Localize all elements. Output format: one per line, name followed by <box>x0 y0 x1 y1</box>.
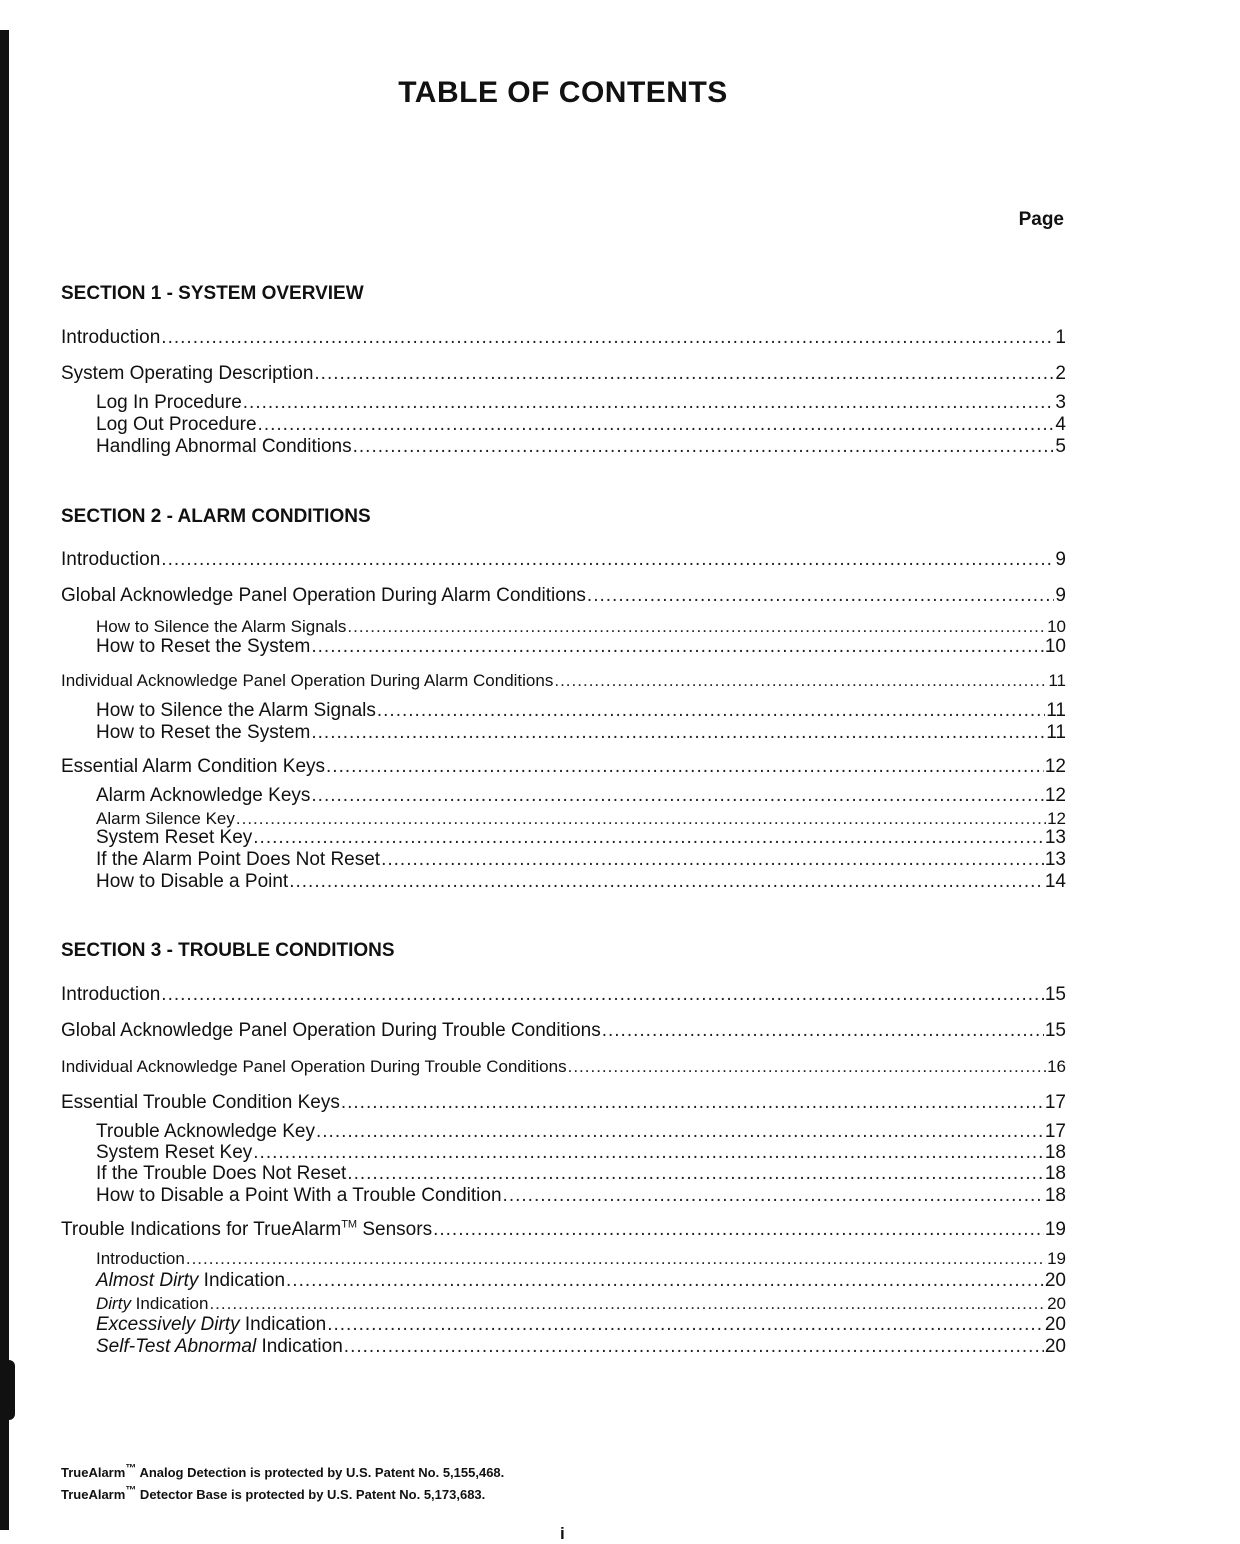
toc-subentry[interactable]: System Reset Key ..... 13 <box>96 827 1066 849</box>
toc-subentry[interactable]: If the Trouble Does Not Reset ..... 18 <box>96 1163 1066 1185</box>
toc-subentry[interactable]: System Reset Key ..... 18 <box>96 1142 1066 1164</box>
toc-entry[interactable]: Global Acknowledge Panel Operation During Alarm Conditions ..... 9 <box>61 585 1066 607</box>
toc-subentry[interactable]: How to Disable a Point With a Trouble Condition ..... 18 <box>96 1185 1066 1207</box>
scan-edge-mark <box>9 1360 15 1420</box>
section-3-heading: SECTION 3 - TROUBLE CONDITIONS <box>61 940 395 961</box>
toc-entry[interactable]: Trouble Indications for TrueAlarm™ Sensors ..... 19 <box>61 1219 1066 1241</box>
page-number: i <box>560 1524 565 1543</box>
scan-edge <box>0 30 9 1530</box>
toc-entry[interactable]: Essential Alarm Condition Keys ..... 12 <box>61 756 1066 778</box>
toc-entry[interactable]: Essential Trouble Condition Keys ..... 17 <box>61 1092 1066 1114</box>
toc-subentry[interactable]: How to Reset the System ..... 10 <box>96 636 1066 658</box>
section-2-heading: SECTION 2 - ALARM CONDITIONS <box>61 506 371 527</box>
toc-entry[interactable]: Individual Acknowledge Panel Operation During Alarm Conditions ..... 11 <box>61 670 1066 692</box>
toc-entry[interactable]: System Operating Description ..... 2 <box>61 363 1066 385</box>
toc-subentry[interactable]: Dirty Indication ..... 20 <box>96 1293 1066 1315</box>
toc-subentry[interactable]: Log In Procedure ..... 3 <box>96 392 1066 414</box>
toc-subentry[interactable]: Alarm Silence Key ..... 12 <box>96 808 1066 830</box>
toc-subentry[interactable]: Trouble Acknowledge Key ..... 17 <box>96 1121 1066 1143</box>
toc-subentry[interactable]: Alarm Acknowledge Keys ..... 12 <box>96 785 1066 807</box>
toc-subentry[interactable]: How to Silence the Alarm Signals ..... 11 <box>96 700 1066 722</box>
toc-subentry[interactable]: Handling Abnormal Conditions ..... 5 <box>96 436 1066 458</box>
toc-entry[interactable]: Introduction ..... 15 <box>61 984 1066 1006</box>
section-1-heading: SECTION 1 - SYSTEM OVERVIEW <box>61 283 364 304</box>
toc-subentry[interactable]: How to Silence the Alarm Signals ..... 10 <box>96 616 1066 638</box>
toc-subentry[interactable]: Log Out Procedure ..... 4 <box>96 414 1066 436</box>
toc-entry[interactable]: Introduction ..... 9 <box>61 549 1066 571</box>
toc-subentry[interactable]: If the Alarm Point Does Not Reset ..... 13 <box>96 849 1066 871</box>
page-title: TABLE OF CONTENTS <box>398 76 728 109</box>
toc-subentry[interactable]: Almost Dirty Indication ..... 20 <box>96 1270 1066 1292</box>
patent-footnote: TrueAlarm™ Detector Base is protected by U.S. Patent No. 5,173,683. <box>61 1484 486 1502</box>
toc-subentry[interactable]: Self-Test Abnormal Indication ..... 20 <box>96 1336 1066 1358</box>
toc-entry[interactable]: Global Acknowledge Panel Operation During Trouble Conditions ..... 15 <box>61 1020 1066 1042</box>
patent-footnote: TrueAlarm™ Analog Detection is protected by U.S. Patent No. 5,155,468. <box>61 1462 505 1480</box>
toc-subentry[interactable]: Introduction ..... 19 <box>96 1248 1066 1270</box>
toc-subentry[interactable]: How to Disable a Point ..... 14 <box>96 871 1066 893</box>
toc-subentry[interactable]: How to Reset the System ..... 11 <box>96 722 1066 744</box>
page-column-heading: Page <box>1018 209 1064 230</box>
toc-entry[interactable]: Individual Acknowledge Panel Operation During Trouble Conditions ..... 16 <box>61 1056 1066 1078</box>
toc-entry[interactable]: Introduction ..... 1 <box>61 327 1066 349</box>
toc-subentry[interactable]: Excessively Dirty Indication ..... 20 <box>96 1314 1066 1336</box>
